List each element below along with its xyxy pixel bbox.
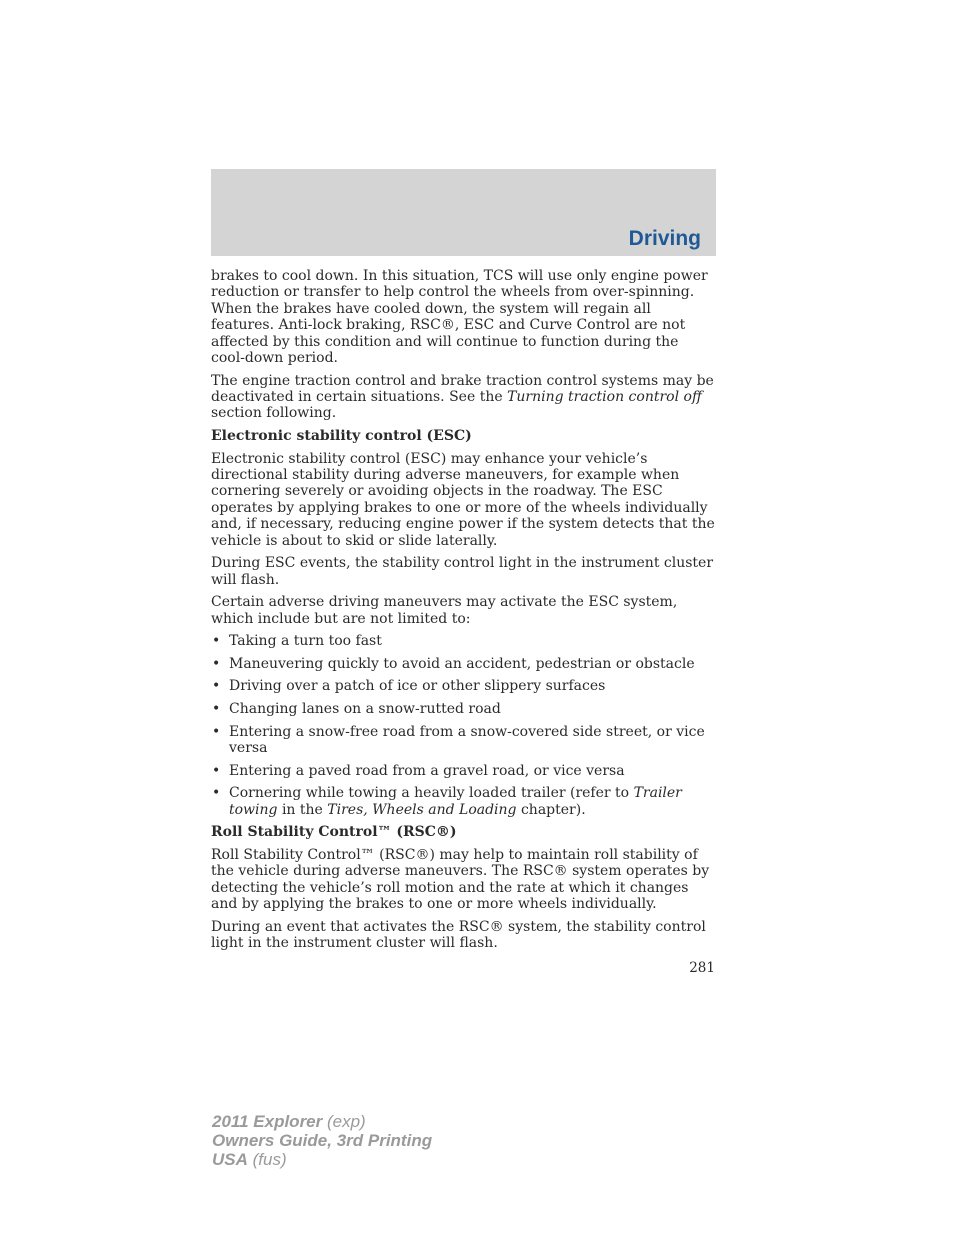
bullet-icon: • (212, 701, 221, 718)
list-item-text: Taking a turn too fast (229, 633, 382, 650)
list-item-text: Entering a paved road from a gravel road, or vice versa (229, 762, 625, 779)
footer-line-market (212, 1150, 432, 1169)
bullet-icon: • (212, 762, 221, 779)
paragraph-esc-description: Electronic stability control (ESC) may enhance your vehicle’s directional stability during adverse maneuvers, for example when cornering severely or avoiding objects in the roadway. The ESC operates by applying brakes to one or more of the wheels individually and, if necessary, reducing engine power if the system detects that the vehicle is about to skid or slide laterally. (211, 450, 715, 549)
esc-heading: Electronic stability control (ESC) (211, 428, 472, 445)
bullet-icon: • (212, 655, 221, 672)
paragraph-tcs-cooldown: brakes to cool down. In this situation, TCS will use only engine power reduction or transfer to help control the wheels from over-spinning. When the brakes have cooled down, the system will regain all features. Anti-lock braking, RSC®, ESC and Curve Control are not affected by this condition and will continue to function during the cool-down period. (211, 268, 708, 367)
page-body (211, 268, 716, 958)
paragraph-esc-maneuvers: Certain adverse driving maneuvers may activate the ESC system, which include but are not limited to: (211, 594, 678, 627)
list-item (211, 724, 716, 757)
paragraph-esc-events: During ESC events, the stability control light in the instrument cluster will flash. (211, 555, 714, 588)
list-item-text: Maneuvering quickly to avoid an accident, pedestrian or obstacle (229, 655, 695, 672)
cross-reference: Turning traction control off (507, 389, 702, 406)
list-item-text: Driving over a patch of ice or other slippery surfaces (229, 678, 606, 695)
paragraph-text: The engine traction control and brake traction control systems may be deactivated in certain situations. See the (211, 372, 714, 406)
bullet-icon: • (212, 633, 221, 650)
list-item (211, 763, 716, 779)
page-number: 281 (689, 960, 715, 976)
bullet-icon: • (212, 678, 221, 695)
list-item-text: chapter). (516, 801, 586, 818)
list-item (211, 633, 716, 649)
paragraph-rsc-event: During an event that activates the RSC® system, the stability control light in the instrument cluster will flash. (211, 918, 706, 952)
footer-edition-info (212, 1112, 432, 1169)
section-header-band (211, 169, 716, 256)
footer-model: 2011 Explorer (212, 1112, 323, 1131)
footer-line-guide: Owners Guide, 3rd Printing (212, 1131, 433, 1150)
bullet-icon: • (212, 723, 221, 740)
cross-reference: Trailer towing (229, 785, 682, 818)
footer-market: USA (212, 1150, 248, 1169)
list-item-text: in the (277, 801, 328, 818)
list-item-text: Changing lanes on a snow-rutted road (229, 701, 501, 718)
list-item (211, 678, 716, 694)
footer-model-code: (exp) (322, 1112, 366, 1131)
footer-market-code: (fus) (247, 1150, 287, 1169)
paragraph-traction-deactivate (211, 373, 716, 422)
list-item (211, 656, 716, 672)
section-title: Driving (628, 227, 701, 250)
maneuver-list (211, 633, 716, 818)
cross-reference: Tires, Wheels and Loading (327, 801, 517, 818)
bullet-icon: • (212, 785, 221, 802)
rsc-heading: Roll Stability Control™ (RSC®) (211, 824, 457, 841)
paragraph-rsc-description: Roll Stability Control™ (RSC®) may help to maintain roll stability of the vehicle during adverse maneuvers. The RSC® system operates by detecting the vehicle’s roll motion and the rate at which it changes and by applying the brakes to one or more wheels individually. (211, 846, 710, 913)
list-item (211, 785, 716, 818)
list-item-text: Entering a snow-free road from a snow-covered side street, or vice versa (229, 723, 705, 757)
paragraph-text: section following. (211, 405, 337, 422)
list-item-text: Cornering while towing a heavily loaded trailer (refer to (229, 785, 634, 802)
list-item (211, 701, 716, 717)
footer-line-model (212, 1112, 432, 1131)
